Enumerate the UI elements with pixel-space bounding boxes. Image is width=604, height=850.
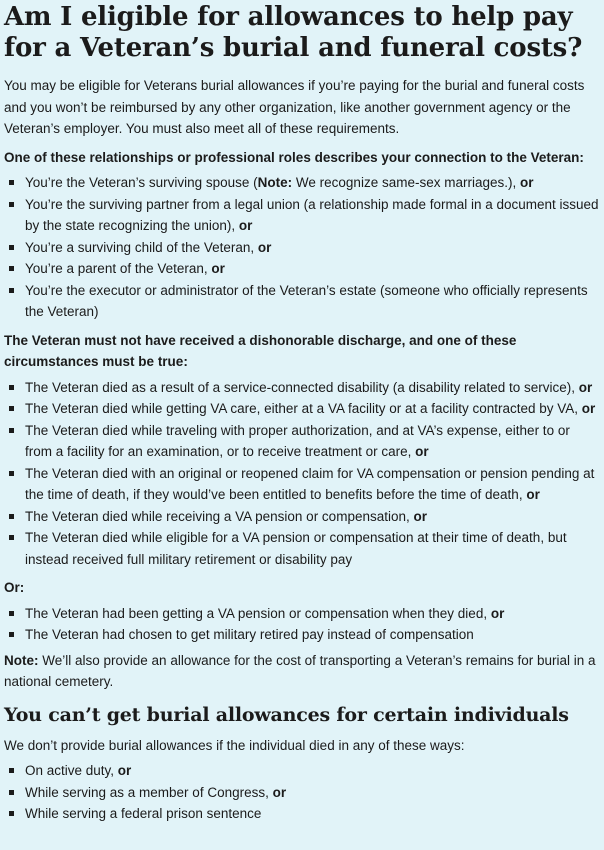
conjunction: or (490, 605, 505, 621)
conjunction: or (211, 261, 225, 276)
relationships-list (4, 172, 600, 323)
circumstances-list (4, 377, 600, 571)
individuals-list (4, 760, 600, 825)
conjunction: or (415, 444, 429, 459)
list-item: The Veteran died while getting VA care, either at a VA facility or at a facility contracted by VA, or (4, 398, 600, 420)
list-item: You’re a surviving child of the Veteran, or (4, 237, 600, 259)
list-item: You’re the Veteran’s surviving spouse (Note: We recognize same-sex marriages.), or (4, 172, 600, 194)
conjunction: or (578, 379, 593, 395)
list-item: The Veteran had chosen to get military retired pay instead of compensation (4, 624, 600, 646)
note-label: Note: (257, 175, 293, 190)
or-list (4, 603, 600, 646)
circumstances-lead: The Veteran must not have received a dishonorable discharge, and one of these circumstances must be true: (4, 332, 517, 369)
list-item: The Veteran died with an original or reopened claim for VA compensation or pension pending at the time of death, if they would’ve been entitled to benefits before the time of death, or (4, 463, 600, 506)
relationships-lead: One of these relationships or professional roles describes your connection to the Veteran: (4, 149, 584, 165)
conjunction: or (526, 487, 540, 502)
note-label: Note: (4, 652, 39, 668)
list-item: You’re the surviving partner from a legal union (a relationship made formal in a document issued by the state recognizing the union), or (4, 194, 600, 237)
list-item: While serving a federal prison sentence (4, 803, 600, 825)
conjunction: or (272, 784, 287, 800)
page-title: Am I eligible for allowances to help pay for a Veteran’s burial and funeral costs? (4, 2, 583, 63)
conjunction: or (581, 401, 596, 416)
individuals-lead: We don’t provide burial allowances if the individual died in any of these ways: (4, 737, 465, 753)
list-item: The Veteran had been getting a VA pension or compensation when they died, or (4, 603, 600, 625)
section-heading: You can’t get burial allowances for certain individuals (4, 703, 569, 726)
list-item: While serving as a member of Congress, or (4, 782, 600, 804)
conjunction: or (238, 218, 253, 233)
list-item: The Veteran died while receiving a VA pension or compensation, or (4, 506, 600, 528)
intro-paragraph: You may be eligible for Veterans burial allowances if you’re paying for the burial and funeral costs and you won’t be reimbursed by any other organization, like another government agency or the Veteran’s employer. You must also meet all of these requirements. (4, 78, 585, 136)
conjunction: or (257, 239, 272, 255)
conjunction: or (413, 508, 427, 524)
list-item: You’re a parent of the Veteran, or (4, 258, 600, 280)
list-item: The Veteran died as a result of a service-connected disability (a disability related to service), or (4, 377, 600, 399)
or-lead: Or: (4, 580, 25, 595)
list-item: The Veteran died while eligible for a VA pension or compensation at their time of death, but instead received full military retirement or disability pay (4, 527, 600, 570)
list-item: The Veteran died while traveling with proper authorization, and at VA’s expense, either to or from a facility for an examination, or to receive treatment or care, or (4, 420, 600, 463)
conjunction: or (519, 175, 534, 190)
transport-note: Note: We’ll also provide an allowance for the cost of transporting a Veteran’s remains for burial in a national cemetery. (4, 652, 596, 689)
conjunction: or (117, 763, 132, 778)
list-item: You’re the executor or administrator of the Veteran’s estate (someone who officially represents the Veteran) (4, 280, 600, 323)
list-item: On active duty, or (4, 760, 600, 782)
